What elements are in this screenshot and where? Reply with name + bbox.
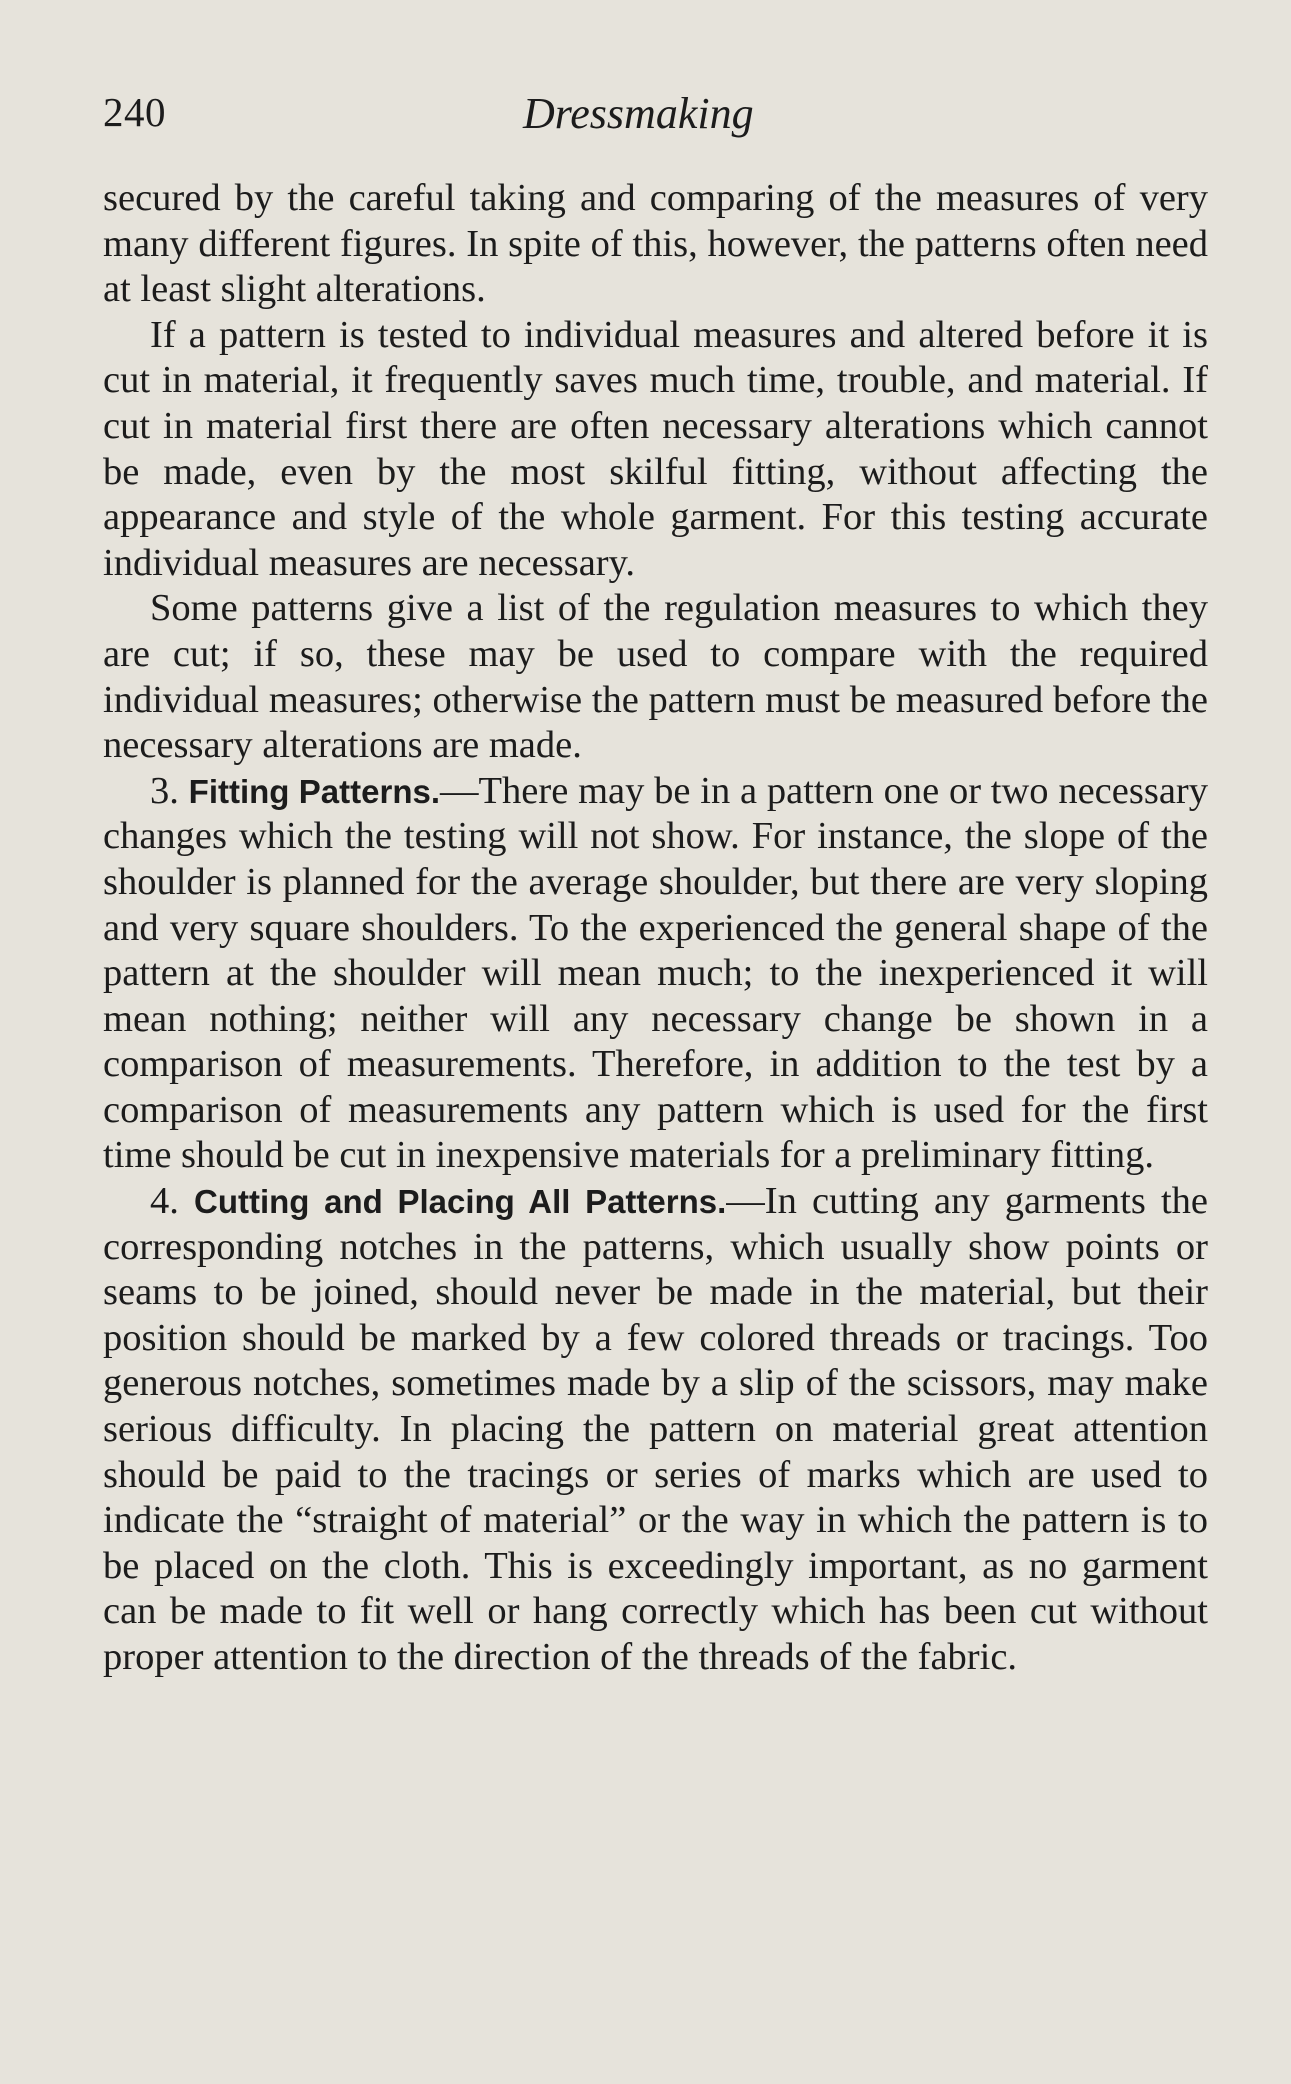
page-header	[103, 88, 1208, 148]
body-text	[103, 176, 1208, 1681]
section-cutting-placing-patterns	[103, 1179, 1208, 1681]
section-number: 4.	[150, 1180, 179, 1223]
paragraph-regulation-measures	[103, 586, 1208, 768]
page-number: 240	[103, 89, 166, 135]
paragraph-text: If a pattern is tested to individual measures and altered before it is cut in material, it frequently saves much time, trouble, and material. If cut in material first there are often necessary alterations which cannot be made, even by the most skilful fitting, without affecting the appearance and style of the whole garment. For this testing accurate individual measures are necessary.	[103, 313, 1208, 584]
section-fitting-patterns	[103, 769, 1208, 1179]
paragraph-pattern-testing	[103, 313, 1208, 587]
section-number: 3.	[150, 769, 179, 812]
paragraph-continuation	[103, 176, 1208, 313]
paragraph-text: —There may be in a pattern one or two necessary changes which the testing will not show. For instance, the slope of the shoulder is planned for the average shoulder, but there are very sloping and very square shoulders. To the experienced the general shape of the pattern at the shoulder will mean much; to the inexperienced it will mean nothing; neither will any necessary change be shown in a comparison of measurements. Therefore, in addition to the test by a comparison of measurements any pattern which is used for the first time should be cut in inexpensive materials for a preliminary fitting.	[103, 769, 1208, 1177]
section-heading: Fitting Patterns.	[188, 772, 441, 810]
paragraph-text: Some patterns give a list of the regulation measures to which they are cut; if so, these may be used to compare with the required individual measures; otherwise the pattern must be measured before the necessary alterations are made.	[103, 587, 1208, 767]
paragraph-text: secured by the careful taking and comparing of the measures of very many different figures. In spite of this, however, the patterns often need at least slight alterations.	[103, 177, 1208, 311]
running-title: Dressmaking	[523, 89, 754, 138]
paragraph-text: —In cutting any garments the corresponding notches in the patterns, which usually show points or seams to be joined, should never be made in the material, but their position should be marked by a few colored threads or tracings. Too generous notches, sometimes made by a slip of the scissors, may make serious difficulty. In placing the pattern on material great attention should be paid to the tracings or series of marks which are used to indicate the “straight of material” or the way in which the pattern is to be placed on the cloth. This is exceedingly important, as no garment can be made to fit well or hang correctly which has been cut without proper attention to the direction of the threads of the fabric.	[103, 1180, 1209, 1678]
section-heading: Cutting and Placing All Patterns.	[194, 1183, 727, 1221]
